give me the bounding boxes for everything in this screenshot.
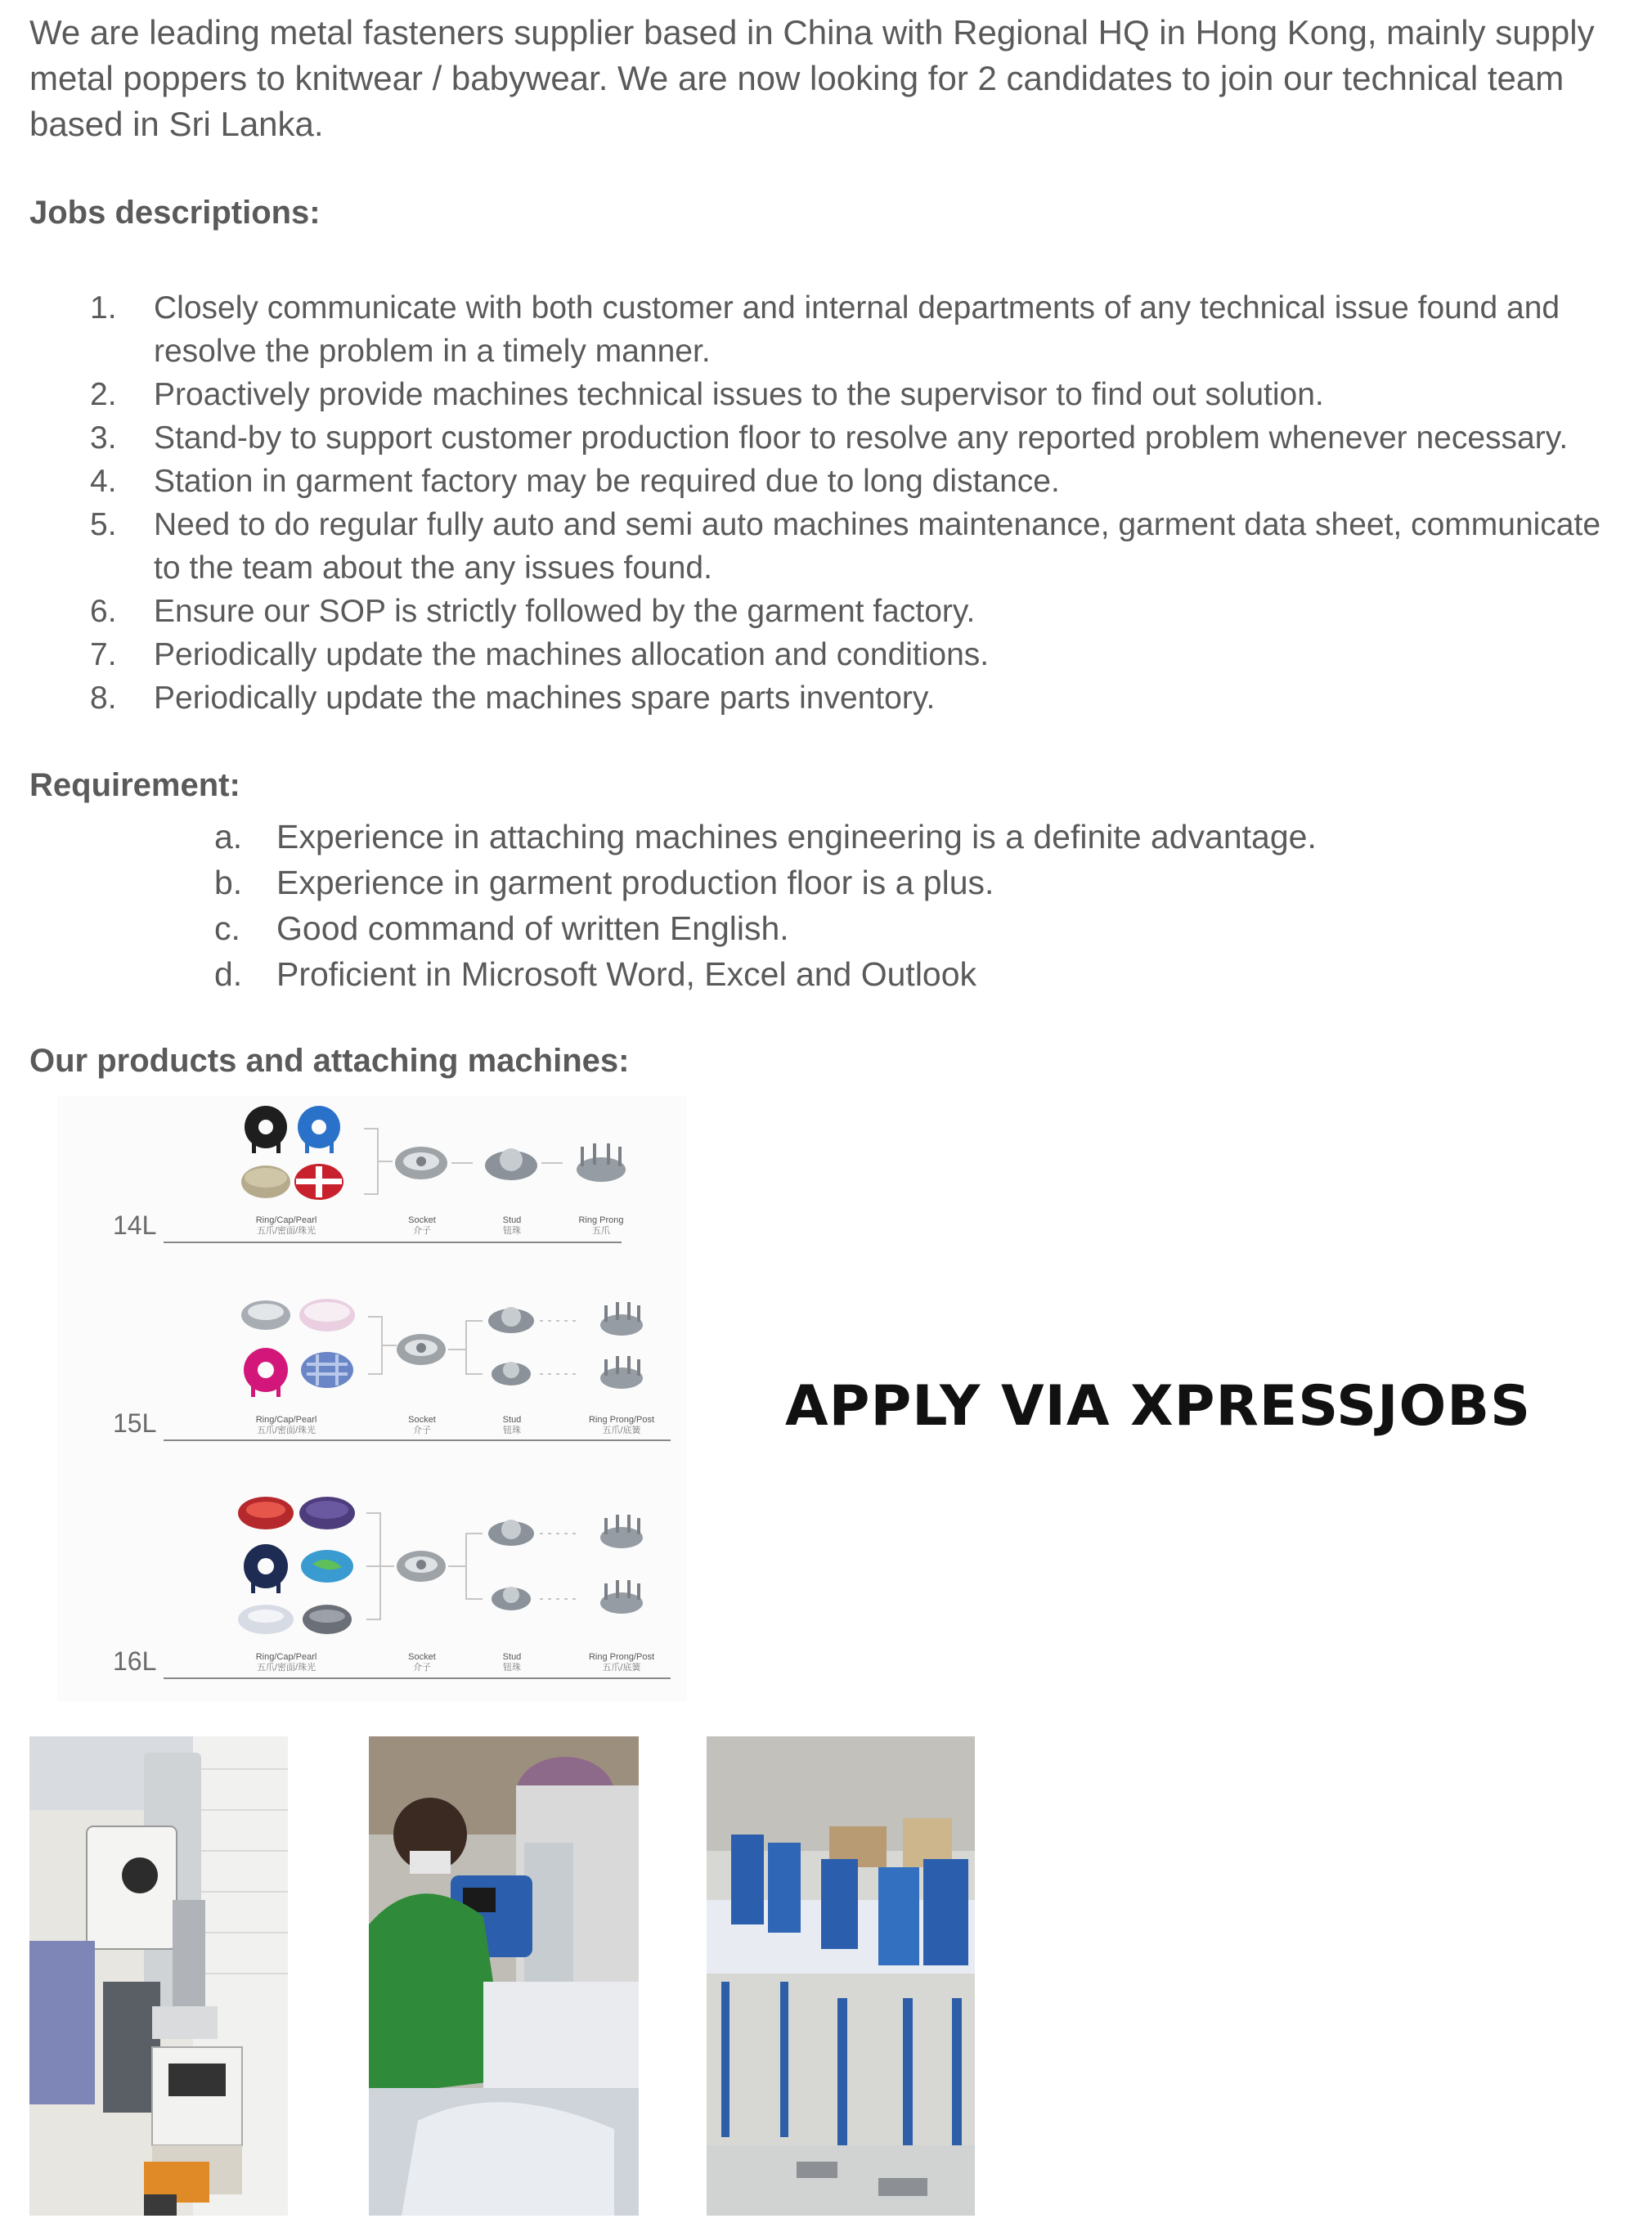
col-caption — [572, 1652, 671, 1673]
list-item — [82, 373, 1619, 416]
ring-prong-icon — [600, 1515, 643, 1548]
caption-cn: 介子 — [413, 1426, 431, 1435]
row-baseline — [164, 1242, 622, 1243]
list-item — [204, 860, 1595, 905]
list-number: 3. — [90, 420, 117, 456]
ring-prong-blue-icon — [298, 1106, 340, 1153]
jobs-heading: Jobs descriptions: — [29, 195, 321, 231]
caption-cn: 五爪/密面/珠光 — [256, 1663, 316, 1673]
list-number: 1. — [90, 290, 117, 326]
stud-icon — [488, 1307, 534, 1333]
ring-prong-black-icon — [245, 1106, 287, 1153]
ring-prong-icon — [577, 1143, 626, 1182]
col-caption — [552, 1215, 650, 1237]
ring-prong-silver-icon — [241, 1300, 290, 1330]
list-item — [82, 676, 1619, 720]
machine-closeup-photo — [29, 1736, 288, 2216]
cap-printed-red-icon — [238, 1497, 294, 1529]
list-letter: b. — [214, 864, 243, 901]
col-caption — [373, 1215, 471, 1237]
cap-plaid-icon — [301, 1352, 353, 1388]
list-item — [204, 905, 1595, 951]
row-baseline — [164, 1677, 671, 1679]
caption-en: Stud — [502, 1652, 522, 1662]
list-item-text: Ensure our SOP is strictly followed by the garment factory. — [154, 594, 976, 629]
list-letter: c. — [214, 909, 240, 947]
list-letter: a. — [214, 818, 243, 856]
list-item-text: Stand-by to support customer production floor to resolve any reported problem whenever necessary. — [154, 420, 1569, 456]
caption-cn: 介子 — [413, 1226, 431, 1236]
caption-en: Ring Prong/Post — [588, 1652, 655, 1662]
list-item-text: Closely communicate with both customer and internal departments of any technical issue found and resolve the problem in a timely manner. — [154, 290, 1560, 369]
list-item-text: Experience in garment production floor is a plus. — [276, 864, 994, 901]
caption-en: Ring/Cap/Pearl — [255, 1215, 317, 1225]
caption-cn: 钮珠 — [503, 1663, 521, 1673]
col-caption — [463, 1652, 561, 1673]
list-number: 4. — [90, 464, 117, 499]
caption-cn: 钮珠 — [503, 1226, 521, 1236]
list-item-text: Station in garment factory may be required due to long distance. — [154, 464, 1060, 499]
catalog-row-16l — [57, 1489, 687, 1701]
list-number: 6. — [90, 594, 117, 629]
list-item — [82, 460, 1619, 503]
caption-cn: 介子 — [413, 1663, 431, 1673]
list-item — [204, 814, 1595, 860]
cap-printed-blue-icon — [301, 1550, 353, 1583]
socket-icon — [395, 1147, 447, 1179]
cap-purple-icon — [299, 1497, 355, 1529]
list-item — [82, 416, 1619, 460]
list-item-text: Periodically update the machines allocation and conditions. — [154, 637, 990, 672]
snap-parts-illustration — [57, 1489, 687, 1664]
list-number: 7. — [90, 637, 117, 672]
caption-en: Ring/Cap/Pearl — [255, 1652, 317, 1662]
ring-prong-navy-icon — [244, 1544, 288, 1593]
list-letter: d. — [214, 955, 243, 993]
col-caption — [237, 1652, 335, 1673]
row-code: 15L — [113, 1408, 157, 1438]
caption-en: Ring Prong — [578, 1215, 624, 1225]
list-item — [82, 503, 1619, 590]
ring-prong-icon — [600, 1302, 643, 1336]
stud-icon — [488, 1520, 534, 1546]
caption-cn: 五爪/底簧 — [602, 1426, 641, 1435]
machines-row-photo — [707, 1736, 975, 2216]
cap-grey-icon — [303, 1605, 352, 1634]
row-code: 14L — [113, 1210, 157, 1240]
col-caption — [373, 1415, 471, 1436]
product-catalog-figure — [57, 1096, 687, 1701]
socket-icon — [397, 1334, 446, 1365]
col-caption — [373, 1652, 471, 1673]
requirement-list — [204, 814, 1595, 997]
caption-cn: 五爪/密面/珠光 — [256, 1426, 316, 1435]
caption-en: Socket — [408, 1652, 436, 1662]
list-item — [82, 286, 1619, 373]
list-number: 2. — [90, 377, 117, 412]
technician-at-machine-photo — [369, 1736, 639, 2216]
list-item-text: Experience in attaching machines engineering is a definite advantage. — [276, 818, 1317, 856]
col-caption — [572, 1415, 671, 1436]
caption-cn: 五爪/密面/珠光 — [256, 1226, 316, 1236]
jobs-list — [82, 286, 1619, 720]
stud-icon — [492, 1362, 531, 1385]
pearl-cap-beige-icon — [241, 1165, 290, 1198]
col-caption — [237, 1215, 335, 1237]
products-heading: Our products and attaching machines: — [29, 1043, 630, 1079]
stud-icon — [485, 1148, 537, 1180]
caption-en: Stud — [502, 1415, 522, 1425]
list-item-text: Good command of written English. — [276, 909, 789, 947]
post-icon — [600, 1580, 643, 1614]
list-item-text: Proactively provide machines technical issues to the supervisor to find out solution. — [154, 377, 1324, 412]
socket-icon — [397, 1551, 446, 1582]
pearl-cap-pink-icon — [299, 1299, 355, 1332]
caption-en: Socket — [408, 1215, 436, 1225]
intro-paragraph: We are leading metal fasteners supplier based in China with Regional HQ in Hong Kong, mainly supply metal poppers to knitwear / babywear. We are now looking for 2 candidates to join our technical team based in Sri Lanka. — [29, 13, 1595, 143]
list-item — [82, 633, 1619, 676]
ring-prong-magenta-icon — [244, 1348, 288, 1397]
cap-red-icon — [294, 1164, 343, 1200]
list-number: 5. — [90, 507, 117, 542]
catalog-row-14l — [57, 1096, 687, 1284]
col-caption — [463, 1415, 561, 1436]
caption-en: Socket — [408, 1415, 436, 1425]
caption-cn: 钮珠 — [503, 1426, 521, 1435]
pearl-white-icon — [238, 1605, 294, 1634]
requirement-heading: Requirement: — [29, 767, 240, 803]
stud-icon — [492, 1587, 531, 1610]
list-item-text: Proficient in Microsoft Word, Excel and Outlook — [276, 955, 977, 993]
apply-call-to-action: APPLY VIA XPRESSJOBS — [785, 1374, 1532, 1439]
caption-en: Ring/Cap/Pearl — [255, 1415, 317, 1425]
col-caption — [463, 1215, 561, 1237]
row-baseline — [164, 1439, 671, 1441]
col-caption — [237, 1415, 335, 1436]
list-item-text: Need to do regular fully auto and semi auto machines maintenance, garment data sheet, communicate to the team about the any issues found. — [154, 507, 1601, 586]
caption-en: Ring Prong/Post — [588, 1415, 655, 1425]
caption-en: Stud — [502, 1215, 522, 1225]
catalog-row-15l — [57, 1284, 687, 1489]
list-item — [204, 951, 1595, 997]
post-icon — [600, 1356, 643, 1389]
list-item — [82, 590, 1619, 633]
row-code: 16L — [113, 1646, 157, 1676]
caption-cn: 五爪/底簧 — [602, 1663, 641, 1673]
caption-cn: 五爪 — [592, 1226, 610, 1236]
list-number: 8. — [90, 680, 117, 716]
list-item-text: Periodically update the machines spare parts inventory. — [154, 680, 936, 716]
